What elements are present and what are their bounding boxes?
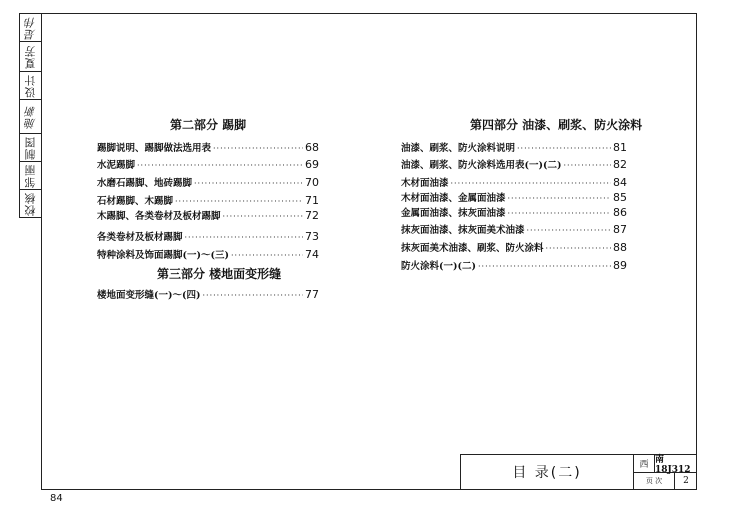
toc-entry[interactable]: 特种涂料及饰面踢脚(一)～(三) ····· 74 (97, 247, 319, 261)
toc-entry[interactable]: 踢脚说明、踢脚做法选用表 ····· 68 (97, 140, 319, 154)
strip-cell: 校核 (23, 192, 37, 216)
toc-entry[interactable]: 抹灰面油漆、抹灰面美术油漆 ····· 87 (401, 222, 627, 236)
toc-entry[interactable]: 各类卷材及板材踢脚 ····· 73 (97, 229, 319, 243)
toc-entry[interactable]: 楼地面变形缝(一)～(四) ····· 77 (97, 287, 319, 301)
toc-entry[interactable]: 木踢脚、各类卷材及板材踢脚 ····· 72 (97, 208, 319, 222)
page-number-value: 2 (683, 476, 689, 486)
toc-entry[interactable]: 水磨石踢脚、地砖踢脚 ····· 70 (97, 175, 319, 189)
document-title: 目 录(二) (461, 455, 634, 489)
toc-entry[interactable]: 油漆、刷浆、防火涂料选用表(一)(二) ····· 82 (401, 157, 627, 171)
title-block (460, 454, 697, 490)
toc-entry[interactable]: 水泥踢脚 ····· 69 (97, 157, 319, 171)
strip-cell: 邹丽 (20, 162, 41, 190)
strip-cell: 制图 (20, 134, 41, 162)
section-title-part2: 第二部分 踢脚 (170, 118, 247, 132)
footer-page-number: 84 (50, 493, 63, 504)
page-number-label: 页 次 (634, 473, 675, 489)
toc-entry[interactable]: 油漆、刷浆、防火涂料说明 ····· 81 (401, 140, 627, 154)
strip-cell: 施新 (20, 100, 41, 134)
toc-entry[interactable]: 抹灰面美术油漆、刷浆、防火涂料 ····· 88 (401, 240, 627, 254)
binding-strip (19, 13, 41, 218)
section-title-part3: 第三部分 楼地面变形缝 (157, 267, 282, 281)
atlas-code: 南18J312 (655, 455, 697, 473)
toc-entry[interactable]: 木材面油漆、金属面油漆 ····· 85 (401, 190, 627, 204)
toc-entry[interactable]: 防火涂料(一)(二) ····· 89 (401, 258, 627, 272)
section-title-part4: 第四部分 油漆、刷浆、防火涂料 (470, 118, 643, 132)
strip-cell: 是伟 (20, 14, 41, 42)
strip-cell: 夏芳 (20, 42, 41, 72)
toc-entry[interactable]: 木材面油漆 ····· 84 (401, 175, 627, 189)
toc-entry[interactable]: 石材踢脚、木踢脚 ····· 71 (97, 193, 319, 207)
toc-entry[interactable]: 金属面油漆、抹灰面油漆 ····· 86 (401, 205, 627, 219)
strip-cell: 设计 (20, 72, 41, 100)
atlas-code-label: 西 (634, 455, 655, 473)
